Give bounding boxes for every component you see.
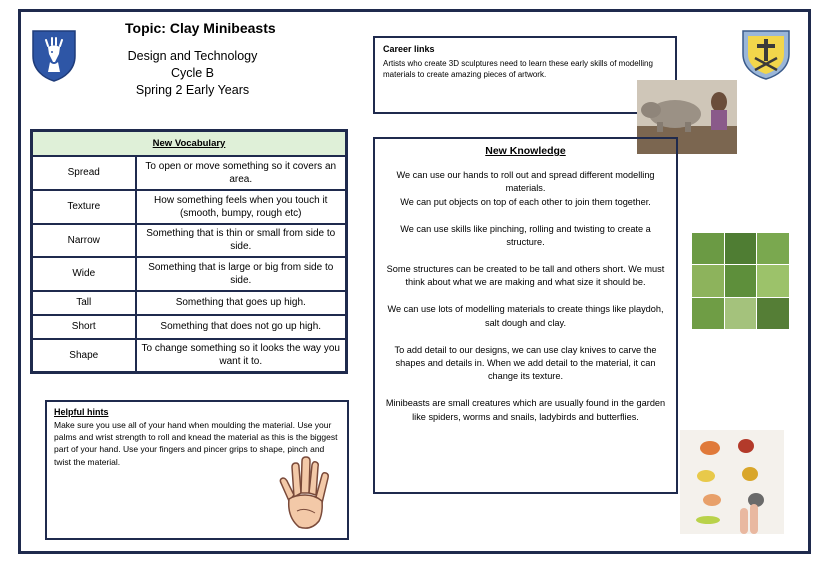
collage-tile <box>757 233 789 264</box>
collage-tile <box>725 265 757 296</box>
subject-label: Design and Technology <box>127 49 258 63</box>
vocab-definition: To open or move something so it covers an area. <box>136 156 347 190</box>
knowledge-paragraph: Some structures can be created to be tall and others short. We must think about what we are making and what size it should be. <box>386 264 665 288</box>
new-knowledge-box <box>373 137 678 494</box>
cycle-label: Cycle B <box>170 66 215 80</box>
vocabulary-title: New Vocabulary <box>32 131 347 156</box>
page-title: Topic: Clay Minibeasts <box>125 20 276 36</box>
school-crest-deer-icon <box>30 28 78 82</box>
vocab-term: Spread <box>32 156 136 190</box>
knowledge-paragraph: To add detail to our designs, we can use clay knives to carve the shapes and details in. When we add detail to the material, it can change its texture. <box>394 344 657 382</box>
hand-icon <box>275 455 335 531</box>
collage-tile <box>692 298 724 329</box>
clay-creatures-photo <box>680 430 784 534</box>
knowledge-paragraph: We can use our hands to roll out and spread different modelling materials. We can put objects on top of each other to join them together. <box>396 170 655 207</box>
vocabulary-table <box>30 129 348 374</box>
vocab-term: Narrow <box>32 224 136 257</box>
table-row <box>32 224 347 257</box>
vocab-term: Texture <box>32 190 136 224</box>
helpful-hints-text: Make sure you use all of your hand when moulding the material. Use your palms and wrist strength to roll and knead the material as this is the biggest part of your hand. Use your fingers and pincer grips to shape, pinch and twist the material. <box>54 420 338 467</box>
vocab-term: Shape <box>32 339 136 373</box>
career-links-title: Career links <box>383 44 435 54</box>
vocab-term: Wide <box>32 257 136 291</box>
vocab-definition: To change something so it looks the way you want it to. <box>136 339 347 373</box>
vocab-definition: Something that is thin or small from side to side. <box>136 224 347 257</box>
table-row <box>32 190 347 224</box>
collage-tile <box>725 298 757 329</box>
vocab-definition: Something that does not go up high. <box>136 315 347 339</box>
table-row <box>32 315 347 339</box>
knowledge-paragraph: Minibeasts are small creatures which are usually found in the garden like spiders, worms and snails, ladybirds and butterflies. <box>385 398 666 422</box>
vocab-definition: How something feels when you touch it (smooth, bumpy, rough etc) <box>136 190 347 224</box>
vocab-definition: Something that goes up high. <box>136 291 347 315</box>
collage-tile <box>725 233 757 264</box>
clay-minibeasts-collage <box>692 233 789 329</box>
table-row <box>32 156 347 190</box>
vocab-term: Tall <box>32 291 136 315</box>
knowledge-paragraph: We can use skills like pinching, rolling and twisting to create a structure. <box>400 223 651 248</box>
collage-tile <box>757 265 789 296</box>
table-row <box>32 339 347 373</box>
vocab-term: Short <box>32 315 136 339</box>
table-row <box>32 257 347 291</box>
helpful-hints-title: Helpful hints <box>54 407 109 417</box>
vocab-definition: Something that is large or big from side to side. <box>136 257 347 291</box>
school-crest-cross-icon <box>740 28 792 80</box>
collage-tile <box>757 298 789 329</box>
collage-tile <box>692 233 724 264</box>
table-row <box>32 291 347 315</box>
knowledge-paragraph: We can use lots of modelling materials to create things like playdoh, salt dough and clay. <box>387 304 664 328</box>
new-knowledge-title: New Knowledge <box>485 145 566 157</box>
career-links-text: Artists who create 3D sculptures need to learn these early skills of modelling materials to create amazing pieces of artwork. <box>383 59 653 79</box>
collage-tile <box>692 265 724 296</box>
career-links-box <box>373 36 677 114</box>
term-label: Spring 2 Early Years <box>135 83 250 97</box>
